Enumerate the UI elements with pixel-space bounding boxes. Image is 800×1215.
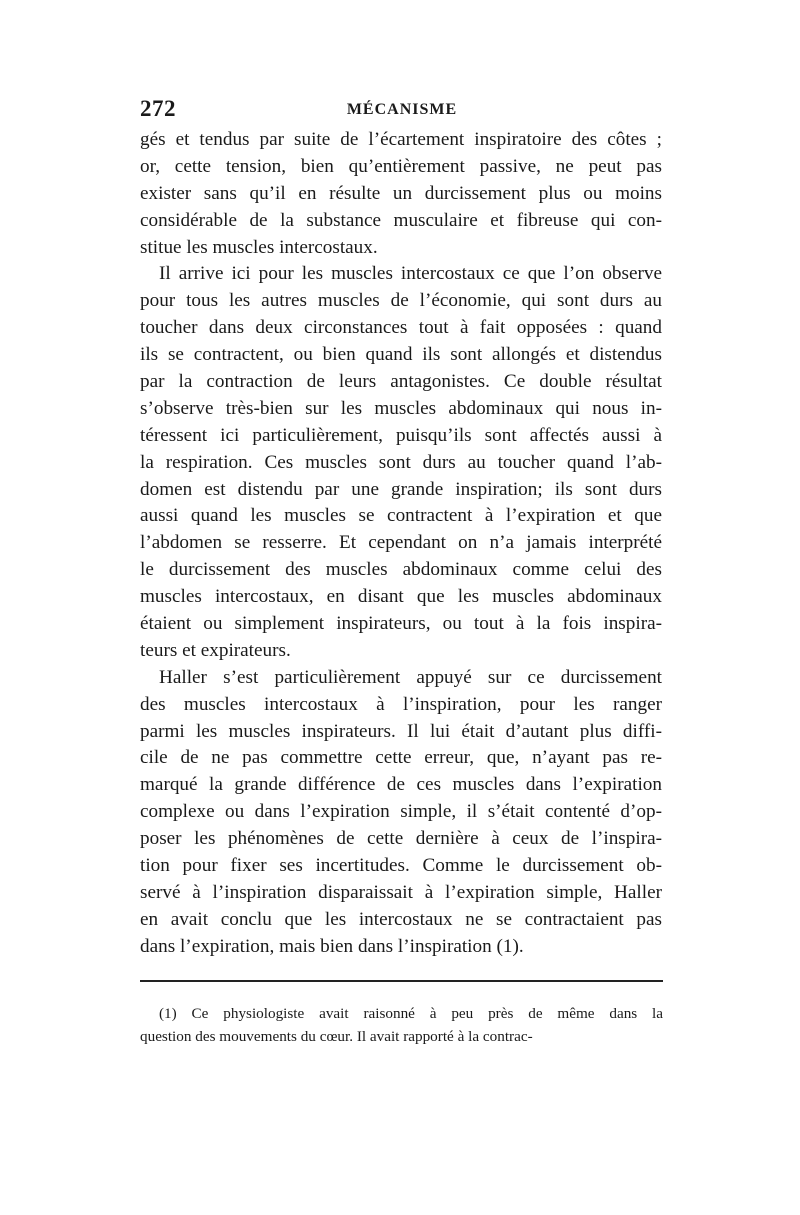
text-line: considérable de la substance musculaire et fibreuse qui con- [140, 209, 662, 231]
text-line: domen est distendu par une grande inspiration; ils sont durs [140, 478, 662, 500]
footnote [140, 1002, 663, 1048]
text-line: dans l’expiration, mais bien dans l’inspiration (1). [140, 935, 524, 957]
footnote-line: (1) Ce physiologiste avait raisonné à peu près de même dans la [159, 1005, 663, 1022]
text-line: gés et tendus par suite de l’écartement inspiratoire des côtes ; [140, 129, 662, 150]
text-line: tion pour fixer ses incertitudes. Comme le durcissement ob- [140, 855, 662, 877]
text-line: stitue les muscles intercostaux. [140, 236, 378, 258]
footnote-rule [140, 980, 663, 982]
text-line: ils se contractent, ou bien quand ils sont allongés et distendus [140, 344, 662, 366]
text-line: Il arrive ici pour les muscles intercostaux ce que l’on observe [159, 263, 662, 285]
text-line: or, cette tension, bien qu’entièrement passive, ne peut pas [140, 155, 662, 177]
text-line: pour tous les autres muscles de l’économie, qui sont durs au [140, 290, 662, 312]
paragraph-2 [140, 261, 662, 664]
text-line: aussi quand les muscles se contractent à l’expiration et que [140, 505, 662, 527]
text-line: le durcissement des muscles abdominaux comme celui des [140, 559, 662, 581]
text-line: l’abdomen se resserre. Et cependant on n’a jamais interprété [140, 532, 662, 554]
text-line: poser les phénomènes de cette dernière à ceux de l’inspira- [140, 828, 662, 850]
paragraph-3 [140, 665, 662, 961]
text-line: servé à l’inspiration disparaissait à l’expiration simple, Haller [140, 881, 662, 903]
text-line: en avait conclu que les intercostaux ne se contractaient pas [140, 908, 662, 930]
text-line: s’observe très-bien sur les muscles abdominaux qui nous in- [140, 397, 662, 419]
running-head: MÉCANISME [346, 101, 458, 118]
text-line: exister sans qu’il en résulte un durcissement plus ou moins [140, 182, 662, 204]
text-line: des muscles intercostaux à l’inspiration, pour les ranger [140, 693, 662, 715]
text-line: complexe ou dans l’expiration simple, il s’était contenté d’op- [140, 801, 662, 823]
text-line: toucher dans deux circonstances tout à fait opposées : quand [140, 317, 662, 339]
footnote-line: question des mouvements du cœur. Il avait rapporté à la contrac- [140, 1028, 533, 1045]
text-line: étaient ou simplement inspirateurs, ou tout à la fois inspira- [140, 613, 662, 635]
body-text [140, 127, 662, 961]
text-line: parmi les muscles inspirateurs. Il lui était d’autant plus diffi- [140, 720, 662, 742]
text-line: teurs et expirateurs. [140, 639, 291, 661]
text-line: marqué la grande différence de ces muscles dans l’expiration [140, 774, 662, 796]
text-line: cile de ne pas commettre cette erreur, que, n’ayant pas re- [140, 747, 662, 769]
page-header [140, 96, 664, 124]
page-number: 272 [140, 96, 176, 121]
paragraph-1 [140, 127, 662, 261]
text-line: muscles intercostaux, en disant que les muscles abdominaux [140, 586, 662, 608]
text-line: par la contraction de leurs antagonistes. Ce double résultat [140, 371, 662, 393]
text-line: téressent ici particulièrement, puisqu’ils sont affectés aussi à [140, 424, 662, 446]
text-line: Haller s’est particulièrement appuyé sur ce durcissement [159, 666, 662, 688]
text-line: la respiration. Ces muscles sont durs au toucher quand l’ab- [140, 451, 662, 473]
